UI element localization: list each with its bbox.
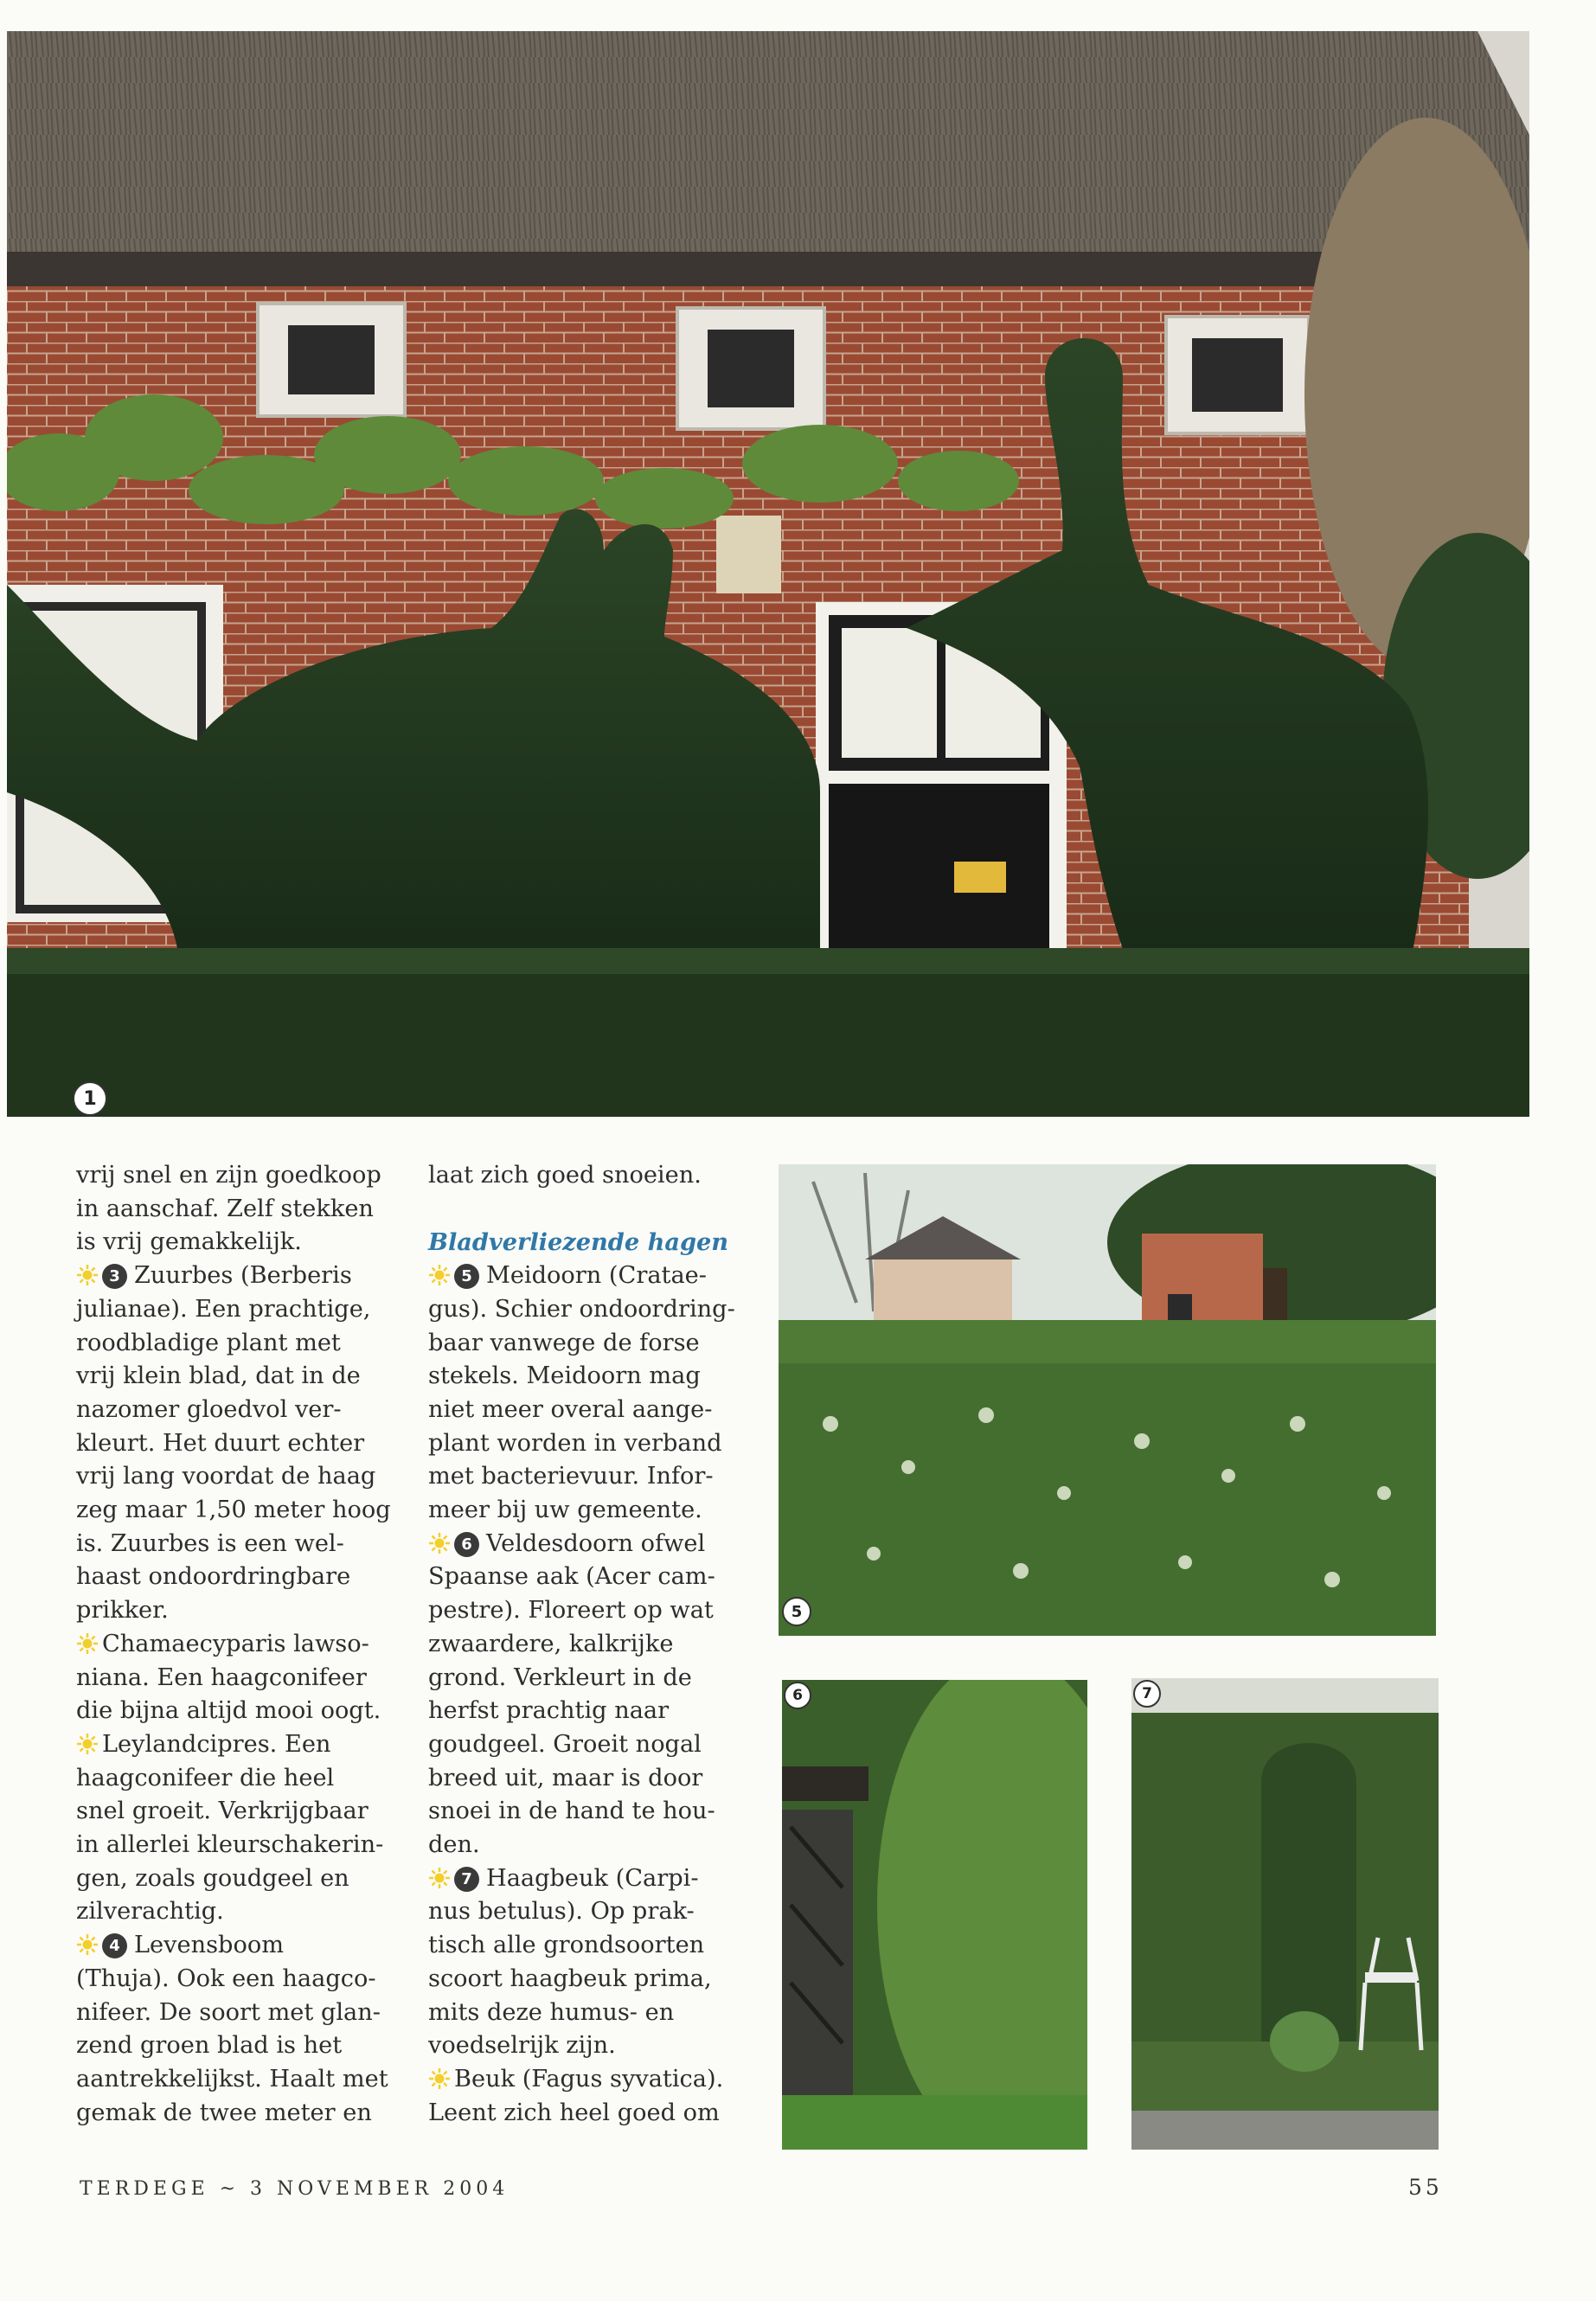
- sun-icon: [76, 1631, 99, 1654]
- text-line: niet meer overal aange-: [428, 1395, 713, 1423]
- sun-icon: [76, 1932, 99, 1955]
- list-item-lead-line: [428, 1528, 735, 1561]
- item-number-badge: 4: [102, 1933, 127, 1958]
- text-line: goudgeel. Groeit nogal: [428, 1730, 702, 1758]
- text-line: vrij snel en zijn goedkoop: [76, 1162, 381, 1189]
- article-column-2: [428, 1159, 735, 2130]
- item-number-badge: 6: [454, 1532, 479, 1557]
- text-line: zilverachtig.: [76, 1898, 224, 1926]
- text-line: Zuurbes (Berberis: [134, 1262, 352, 1290]
- sun-icon: [428, 1866, 451, 1888]
- text-line: laat zich goed snoeien.: [428, 1162, 702, 1189]
- photo-field-maple-hedge: [782, 1680, 1087, 2150]
- photo-number-badge: 5: [782, 1597, 811, 1626]
- text-line: die bijna altijd mooi oogt.: [76, 1697, 381, 1725]
- text-line: nus betulus). Op prak-: [428, 1898, 695, 1926]
- text-line: zeg maar 1,50 meter hoog: [76, 1497, 391, 1524]
- photo-hawthorn-hedge: [779, 1164, 1436, 1636]
- sun-icon: [428, 2067, 451, 2089]
- text-line: meer bij uw gemeente.: [428, 1497, 702, 1524]
- text-line: niana. Een haagconifeer: [76, 1663, 367, 1691]
- section-heading: Bladverliezende hagen: [428, 1228, 729, 1257]
- item-number-badge: 5: [454, 1264, 479, 1289]
- text-line: (Thuja). Ook een haagco-: [76, 1965, 376, 1992]
- text-line: gen, zoals goudgeel en: [76, 1864, 349, 1892]
- text-line: Leylandcipres. Een: [102, 1730, 331, 1758]
- sun-icon: [76, 1263, 99, 1285]
- list-item-lead-line: [428, 1862, 735, 1896]
- article-column-1: [76, 1159, 391, 2130]
- photo-hornbeam-hedge: [1131, 1678, 1439, 2150]
- text-line: Chamaecyparis lawso-: [102, 1630, 369, 1657]
- list-item-lead-line: [76, 1929, 391, 1963]
- text-line: den.: [428, 1831, 480, 1859]
- text-line: Veldesdoorn ofwel: [486, 1529, 706, 1557]
- list-item-lead-line: [428, 1259, 735, 1293]
- text-line: Leent zich heel goed om: [428, 2099, 720, 2126]
- paragraph-spacer: [428, 1193, 735, 1227]
- text-line: in aanschaf. Zelf stekken: [76, 1195, 374, 1222]
- text-line: haast ondoordringbare: [76, 1563, 351, 1591]
- text-line: is. Zuurbes is een wel-: [76, 1529, 344, 1557]
- text-line: julianae). Een prachtige,: [76, 1295, 371, 1323]
- sun-icon: [428, 1531, 451, 1554]
- text-line: zwaardere, kalkrijke: [428, 1630, 674, 1657]
- text-line: vrij lang voordat de haag: [76, 1463, 376, 1490]
- text-line: Haagbeuk (Carpi-: [486, 1864, 699, 1892]
- footer-publication: TERDEGE ~ 3 NOVEMBER 2004: [80, 2178, 510, 2200]
- text-line: zend groen blad is het: [76, 2032, 343, 2060]
- text-line: snoei in de hand te hou-: [428, 1798, 715, 1825]
- text-line: roodbladige plant met: [76, 1329, 341, 1356]
- text-line: mits deze humus- en: [428, 1998, 675, 2026]
- text-line: gemak de twee meter en: [76, 2099, 372, 2126]
- photo-number-badge: 6: [784, 1682, 811, 1709]
- text-line: is vrij gemakkelijk.: [76, 1228, 302, 1256]
- text-line: kleurt. Het duurt echter: [76, 1429, 365, 1457]
- text-line: plant worden in verband: [428, 1429, 722, 1457]
- text-line: scoort haagbeuk prima,: [428, 1965, 712, 1992]
- text-line: Levensboom: [134, 1932, 284, 1959]
- photo-number-badge: 7: [1133, 1680, 1161, 1708]
- list-item-lead-line: [428, 2063, 735, 2097]
- list-item-lead-line: [76, 1728, 391, 1762]
- text-line: gus). Schier ondoordring-: [428, 1295, 735, 1323]
- sun-icon: [428, 1263, 451, 1285]
- photo-number-badge: 1: [73, 1081, 107, 1116]
- sun-icon: [76, 1732, 99, 1754]
- text-line: nifeer. De soort met glan-: [76, 1998, 381, 2026]
- text-line: voedselrijk zijn.: [428, 2032, 616, 2060]
- text-line: breed uit, maar is door: [428, 1764, 703, 1791]
- text-line: aantrekkelijkst. Haalt met: [76, 2065, 388, 2093]
- text-line: Beuk (Fagus syvatica).: [454, 2065, 724, 2093]
- text-line: prikker.: [76, 1597, 169, 1625]
- text-line: Spaanse aak (Acer cam-: [428, 1563, 715, 1591]
- list-item-lead-line: [76, 1259, 391, 1293]
- text-line: met bacterievuur. Infor-: [428, 1463, 714, 1490]
- text-line: haagconifeer die heel: [76, 1764, 335, 1791]
- text-line: tisch alle grondsoorten: [428, 1932, 705, 1959]
- text-line: herfst prachtig naar: [428, 1697, 670, 1725]
- text-line: grond. Verkleurt in de: [428, 1663, 692, 1691]
- text-line: baar vanwege de forse: [428, 1329, 700, 1356]
- text-line: snel groeit. Verkrijgbaar: [76, 1798, 369, 1825]
- text-line: Meidoorn (Cratae-: [486, 1262, 707, 1290]
- item-number-badge: 7: [454, 1867, 479, 1892]
- item-number-badge: 3: [102, 1264, 127, 1289]
- page-number: 55: [1408, 2175, 1443, 2200]
- text-line: stekels. Meidoorn mag: [428, 1362, 701, 1390]
- text-line: in allerlei kleurschakerin-: [76, 1831, 384, 1859]
- list-item-lead-line: [76, 1628, 391, 1662]
- text-line: pestre). Floreert op wat: [428, 1597, 714, 1625]
- text-line: nazomer gloedvol ver-: [76, 1395, 342, 1423]
- photo-topiary-farmhouse: [7, 31, 1529, 1117]
- text-line: vrij klein blad, dat in de: [76, 1362, 361, 1390]
